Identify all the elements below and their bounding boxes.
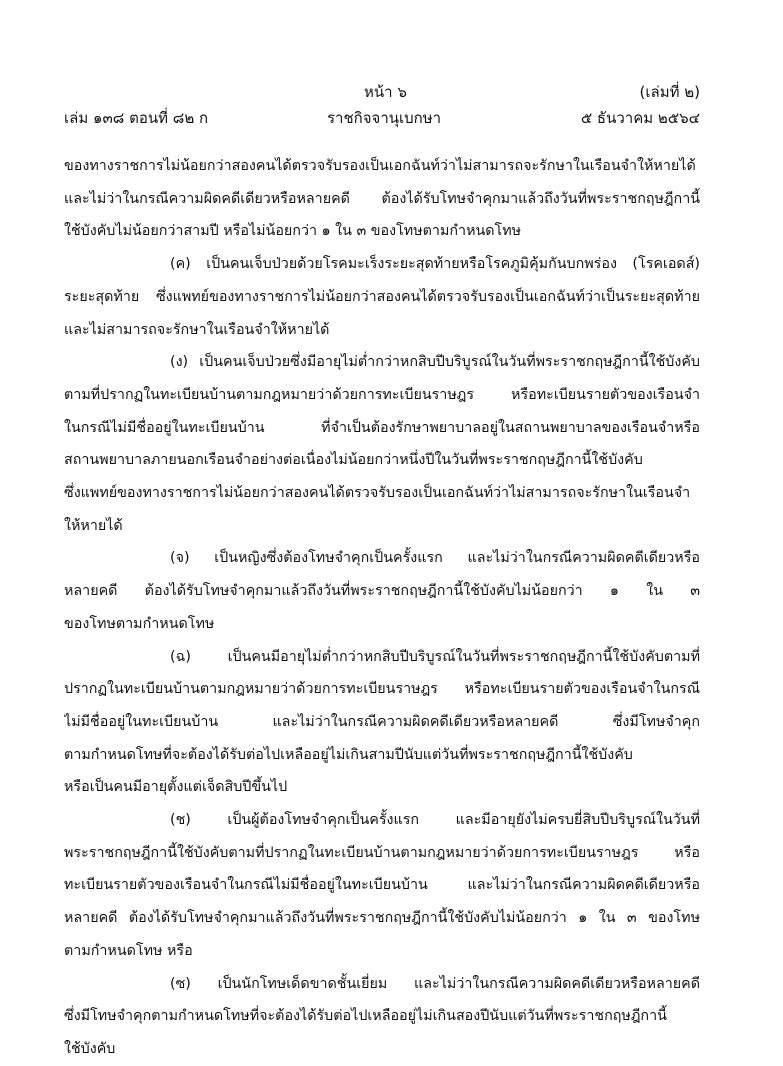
text-line: และไม่สามารถจะรักษาในเรือนจำให้หายได้ (64, 321, 330, 338)
publication-date: ๕ ธันวาคม ๒๕๖๔ (580, 109, 700, 127)
text-line: หลายคดี ต้องได้รับโทษจำคุกมาแล้วถึงวันที่พระราชกฤษฎีกานี้ใช้บังคับไม่น้อยกว่า ๑ ใน ๓ (64, 583, 700, 600)
paragraph-item-so (64, 968, 700, 1066)
paragraph-item-chor (64, 641, 700, 805)
text-line: (ช) เป็นผู้ต้องโทษจำคุกเป็นครั้งแรก และมีอายุยังไม่ครบยี่สิบปีบริบูรณ์ในวันที่ (170, 812, 700, 829)
text-line: (ค) เป็นคนเจ็บป่วยด้วยโรคมะเร็งระยะสุดท้ายหรือโรคภูมิคุ้มกันบกพร่อง (โรคเอดส์) (170, 256, 700, 273)
text-line: และไม่ว่าในกรณีความผิดคดีเดียวหรือหลายคดี ต้องได้รับโทษจำคุกมาแล้วถึงวันที่พระราชกฤษฎีกานี้ (64, 190, 700, 207)
text-line: หลายคดี ต้องได้รับโทษจำคุกมาแล้วถึงวันที่พระราชกฤษฎีกานี้ใช้บังคับไม่น้อยกว่า ๑ ใน ๓ ของโทษ (64, 910, 700, 927)
volume-issue: เล่ม ๑๓๘ ตอนที่ ๘๒ ก (64, 109, 209, 127)
paragraph-item-cho (64, 542, 700, 640)
page-header-bottom (64, 108, 700, 130)
page-number: หน้า ๖ (364, 83, 407, 101)
text-line: พระราชกฤษฎีกานี้ใช้บังคับตามที่ปรากฏในทะเบียนบ้านตามกฎหมายว่าด้วยการทะเบียนราษฎร หรือ (64, 844, 700, 861)
paragraph-item-chang (64, 804, 700, 968)
text-line: ระยะสุดท้าย ซึ่งแพทย์ของทางราชการไม่น้อยกว่าสองคนได้ตรวจรับรองเป็นเอกฉันท์ว่าเป็นระยะสุดท้าย (64, 288, 700, 305)
text-line: ใช้บังคับ (64, 1040, 116, 1057)
text-line: ของทางราชการไม่น้อยกว่าสองคนได้ตรวจรับรองเป็นเอกฉันท์ว่าไม่สามารถจะรักษาในเรือนจำให้หายได้ (64, 158, 696, 174)
paragraph-item-ngo (64, 346, 700, 542)
text-line: ในกรณีไม่มีชื่ออยู่ในทะเบียนบ้าน ที่จำเป็นต้องรักษาพยาบาลอยู่ในสถานพยาบาลของเรือนจำหรือ (64, 419, 700, 436)
text-line: สถานพยาบาลภายนอกเรือนจำอย่างต่อเนื่องไม่น้อยกว่าหนึ่งปีในวันที่พระราชกฤษฎีกานี้ใช้บังคับ (64, 452, 643, 469)
paragraph-continuation (64, 150, 700, 248)
text-line: ตามที่ปรากฏในทะเบียนบ้านตามกฎหมายว่าด้วยการทะเบียนราษฎร หรือทะเบียนรายตัวของเรือนจำ (64, 386, 700, 403)
text-line: ปรากฏในทะเบียนบ้านตามกฎหมายว่าด้วยการทะเบียนราษฎร หรือทะเบียนรายตัวของเรือนจำในกรณี (64, 681, 700, 698)
text-line: ตามกำหนดโทษที่จะต้องได้รับต่อไปเหลืออยู่ไม่เกินสามปีนับแต่วันที่พระราชกฤษฎีกานี้ใช้บังคับ (64, 746, 633, 763)
text-line: (ฉ) เป็นคนมีอายุไม่ต่ำกว่าหกสิบปีบริบูรณ์ในวันที่พระราชกฤษฎีกานี้ใช้บังคับตามที่ (170, 648, 700, 665)
text-line: ซึ่งแพทย์ของทางราชการไม่น้อยกว่าสองคนได้ตรวจรับรองเป็นเอกฉันท์ว่าไม่สามารถจะรักษาในเรือนจำ (64, 485, 691, 502)
document-body (64, 150, 700, 1066)
paragraph-item-kho (64, 248, 700, 346)
volume-note: (เล่มที่ ๒) (639, 83, 700, 101)
text-line: ไม่มีชื่ออยู่ในทะเบียนบ้าน และไม่ว่าในกรณีความผิดคดีเดียวหรือหลายคดี ซึ่งมีโทษจำคุก (64, 713, 700, 730)
page-header-top (64, 82, 700, 104)
text-line: (จ) เป็นหญิงซึ่งต้องโทษจำคุกเป็นครั้งแรก และไม่ว่าในกรณีความผิดคดีเดียวหรือ (170, 550, 700, 567)
text-line: ทะเบียนรายตัวของเรือนจำในกรณีไม่มีชื่ออยู่ในทะเบียนบ้าน และไม่ว่าในกรณีความผิดคดีเดียวหรือ (64, 877, 700, 894)
text-line: ใช้บังคับไม่น้อยกว่าสามปี หรือไม่น้อยกว่า ๑ ใน ๓ ของโทษตามกำหนดโทษ (64, 223, 522, 240)
text-line: ให้หายได้ (64, 517, 123, 534)
text-line: (ง) เป็นคนเจ็บป่วยซึ่งมีอายุไม่ต่ำกว่าหกสิบปีบริบูรณ์ในวันที่พระราชกฤษฎีกานี้ใช้บังคับ (170, 354, 700, 371)
publication-name: ราชกิจจานุเบกษา (327, 109, 442, 127)
text-line: ตามกำหนดโทษ หรือ (64, 942, 193, 959)
text-line: (ซ) เป็นนักโทษเด็ดขาดชั้นเยี่ยม และไม่ว่าในกรณีความผิดคดีเดียวหรือหลายคดี (170, 975, 700, 992)
text-line: ซึ่งมีโทษจำคุกตามกำหนดโทษที่จะต้องได้รับต่อไปเหลืออยู่ไม่เกินสองปีนับแต่วันที่พระราชกฤษฎีกานี้ (64, 1008, 667, 1025)
text-line: หรือเป็นคนมีอายุตั้งแต่เจ็ดสิบปีขึ้นไป (64, 779, 288, 796)
text-line: ของโทษตามกำหนดโทษ (64, 615, 215, 632)
